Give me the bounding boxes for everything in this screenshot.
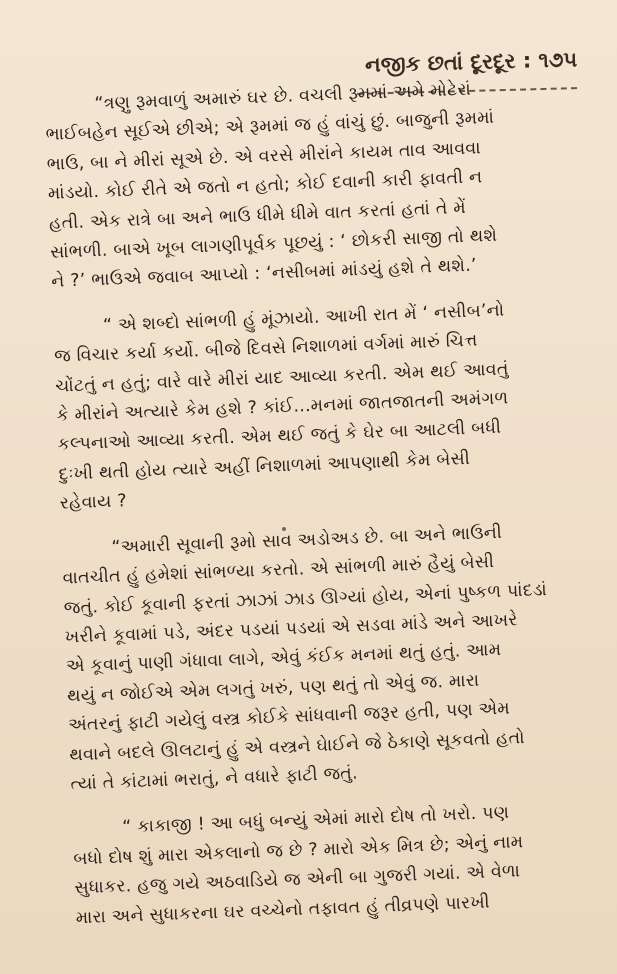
text-line: “અમારી સૂવાની રૂમો સાવ અડોઅડ છે. બા અને ભાઉની bbox=[111, 522, 503, 558]
text-line: દુઃખી થતી હોય ત્યારે અહીં નિશાળમાં આપણાથી કેમ બેસી bbox=[58, 448, 471, 485]
text-line: “ત્રણુ રૂમવાળું અમારું ઘર છે. વચલી રૂમમાં અમે મોટેરાં bbox=[94, 79, 472, 115]
text-line: કે મીરાંને અત્યારે કેમ હશે ? કાંઈ...મનમાં જાતજાતની અમંગળ bbox=[56, 388, 509, 426]
text-line: ત્યાં તે કાંટામાં ભરાતું, ને વધારે ફાટી જતું. bbox=[70, 763, 359, 795]
text-line: જ વિચાર કર્યા કર્યો. બીજે દિવસે નિશાળમાં વર્ગમાં મારું ચિત્ત bbox=[53, 330, 478, 368]
text-line: વાતચીત હું હમેશાં સાંભળ્યા કરતો. એ સાંભળી મારું હૈયું બેસી bbox=[62, 552, 495, 589]
text-line: કલ્પનાઓ આવ્યા કરતી. એમ થઈ જતું કે ઘેર બા આટલી બધી bbox=[57, 418, 502, 456]
text-line: સાંભળી. બાએ ખૂબ લાગણીપૂર્વક પૂછયું : ‘ છોકરી સાજી તો થશે bbox=[49, 225, 498, 263]
paragraph bbox=[72, 795, 611, 933]
text-line: ભાઈબહેન સૂઈએ છીએ; એ રૂમમાં જ હું વાંચું છું. બાજુની રૂમમાં bbox=[45, 108, 495, 146]
text-line: એ કૂવાનું પાણી ગંધાવા લાગે, એવું કંઈક મનમાં થતું હતું. આમ bbox=[65, 640, 502, 677]
body-text bbox=[44, 71, 612, 949]
text-line: ચોંટતું ન હતું; વારે વારે મીરાં યાદ આવ્યા કરતી. એમ થઈ આવતું bbox=[54, 359, 509, 397]
text-line: ને ?’ ભાઉએ જવાબ આપ્યો : ‘નસીબમાં માંડયું હશે તે થશે.’ bbox=[50, 255, 478, 293]
text-line: હતી. એક રાત્રે બા અને ભાઉ ધીમે ધીમે વાત કરતાં હતાં તે મેં bbox=[48, 197, 467, 234]
paragraph bbox=[53, 293, 596, 519]
text-line: થયું ન જોઈએ એમ લગતું ખરું, પણ થતું તો એવું જ. મારા bbox=[66, 670, 480, 707]
paragraph bbox=[44, 71, 587, 297]
running-header: નજીક છતાં દૂરદૂર : ૧૭૫ bbox=[364, 47, 578, 77]
text-line: થવાને બદલે ઊલટાનું હું એ વસ્ત્રને ઘેાઈને જે ઠેકાણે સૂકવતો હતો bbox=[69, 727, 526, 766]
text-line: જતું. કોઈ કૂવાની ફરતાં ઝાઝાં ઝાડ ઊગ્યાં હોય, એનાં પુષ્કળ પાંદડાં bbox=[63, 579, 548, 619]
text-line: મારા અને સુધાકરના ઘર વચ્ચેનો તફાવત હું તીવ્રપણે પારખી bbox=[75, 892, 491, 928]
text-line: ખરીને કૂવામાં પડે, અંદર પડયાં પડયાં એ સડવા માંડે અને આખરે bbox=[64, 610, 518, 648]
text-line: “ કાકાજી ! આ બધું બન્યું એમાં મારો દોષ તો ખરો. પણ bbox=[121, 803, 510, 838]
paragraph bbox=[61, 515, 606, 800]
text-line: ભાઉ, બા ને મીરાં સૂએ છે. એ વરસે મીરાંને કાયમ તાવ આવવા bbox=[46, 138, 482, 175]
text-line: સુધાકર. હજુ ગયે અઠવાડિયે જ એની બા ગુજરી ગયાં. એ વેળા bbox=[74, 861, 521, 899]
text-line: રહેવાય ? bbox=[59, 491, 128, 514]
text-line: “ એ શબ્દો સાંભળી હું મૂંઝાયો. આખી રાત મેં ‘ નસીબ’નો bbox=[102, 300, 505, 336]
text-line: બધો દોષ શું મારા એકલાનો જ છે ? મારો એક મિત્ર છે; એનું નામ bbox=[73, 831, 524, 870]
text-line: માંડયો. કોઈ રીતે એ જતો ન હતો; કોઈ દવાની કારી ફાવતી ન bbox=[47, 167, 483, 205]
text-line: અંતરનું ફાટી ગયેલું વસ્ત્ર કોઈકે સાંધવાની જરૂર હતી, પણ એમ bbox=[67, 698, 511, 736]
